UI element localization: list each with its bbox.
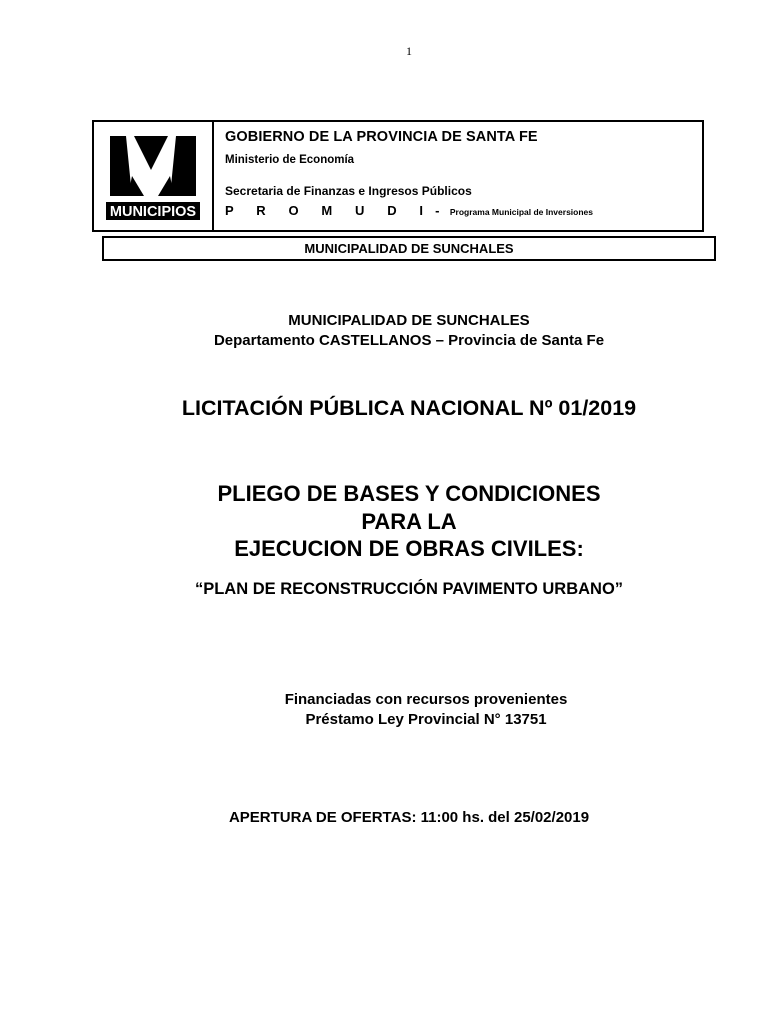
pliego-title — [0, 480, 770, 563]
pliego-line-2: PARA LA — [361, 508, 457, 534]
intro-department: Departamento CASTELLANOS – Provincia de Santa Fe — [213, 332, 605, 349]
logo-m-left — [110, 136, 132, 196]
promudi-acronym: P R O M U D I — [225, 203, 433, 218]
letterhead — [92, 120, 704, 232]
logo-cell — [94, 122, 214, 230]
logo-m-notch-right — [158, 176, 174, 196]
licitacion-title: LICITACIÓN PÚBLICA NACIONAL Nº 01/2019 — [181, 396, 637, 420]
promudi-row — [225, 204, 695, 219]
financing-line-1: Financiadas con recursos provenientes — [284, 691, 568, 708]
intro-municipality: MUNICIPALIDAD DE SUNCHALES — [288, 312, 530, 329]
logo-m-center — [134, 136, 168, 170]
pliego-line-3: EJECUCION DE OBRAS CIVILES: — [234, 536, 584, 561]
programa-name: Programa Municipal de Inversiones — [449, 207, 594, 217]
promudi-dash: - — [435, 203, 440, 218]
financing-line-2: Préstamo Ley Provincial N° 13751 — [305, 711, 547, 728]
ministry-name: Ministerio de Economía — [225, 154, 355, 166]
plan-title: “PLAN DE RECONSTRUCCIÓN PAVIMENTO URBANO” — [194, 580, 624, 598]
municipality-banner: MUNICIPALIDAD DE SUNCHALES — [102, 236, 716, 261]
letterhead-text — [225, 128, 695, 219]
apertura-date: APERTURA DE OFERTAS: 11:00 hs. del 25/02/2019 — [228, 809, 590, 826]
page-number: 1 — [406, 44, 412, 58]
pliego-line-1: PLIEGO DE BASES Y CONDICIONES — [217, 481, 601, 506]
logo-label: MUNICIPIOS — [109, 204, 197, 220]
secretaria-name: Secretaria de Finanzas e Ingresos Públicos — [225, 184, 472, 198]
government-title: GOBIERNO DE LA PROVINCIA DE SANTA FE — [225, 129, 538, 145]
logo-m-notch-left — [128, 176, 144, 196]
municipios-logo-icon — [104, 130, 204, 222]
logo-m-right — [170, 136, 196, 196]
